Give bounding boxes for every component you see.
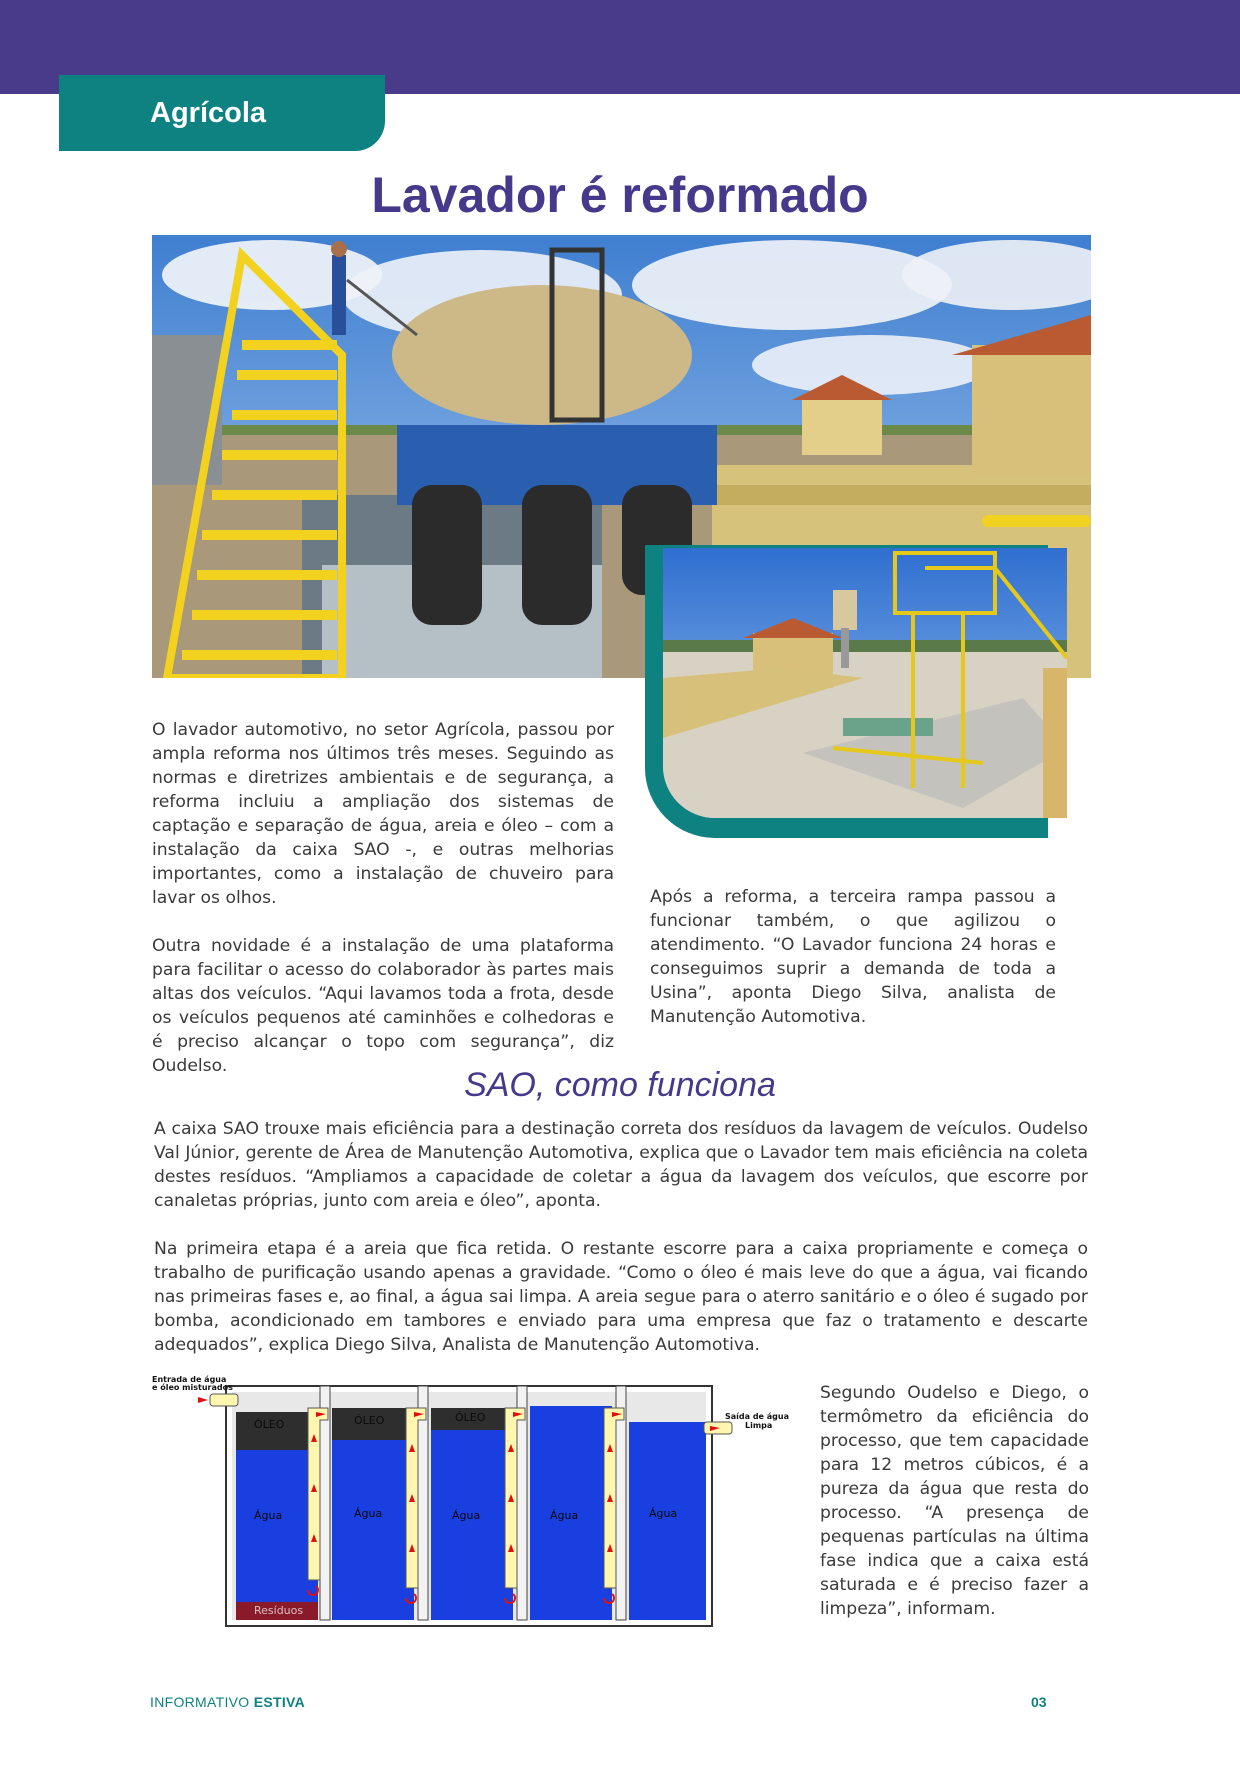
oil-label: ÓLEO [254,1418,285,1431]
section-title: SAO, como funciona [464,1066,776,1104]
section-body [154,1117,1088,1381]
water-label: Água [254,1509,283,1522]
oil-label: ÓLEO [455,1411,486,1424]
side-text [820,1381,1089,1645]
paragraph: A caixa SAO trouxe mais eficiência para a destinação correta dos resíduos da lavagem de veículos. Oudelso Val Júnior, gerente de Área de Manutenção Automotiva, explica que o Lavador tem mais eficiência na coleta destes resíduos. “Ampliamos a capacidade de coletar a água da lavagem dos veículos, que escorre por canaletas próprias, junto com areia e óleo”, aponta. [154,1119,1088,1211]
water-label: Água [354,1507,383,1520]
water-label: Água [550,1509,579,1522]
article-title: Lavador é reformado [371,167,869,223]
article-column-left [152,718,614,1102]
oil-label: ÓLEO [354,1414,385,1427]
brand-bold: ESTIVA [253,1694,306,1710]
outlet-label: Saída de água [725,1412,789,1421]
section-tag: Agrícola [59,75,385,151]
paragraph: O lavador automotivo, no setor Agrícola, passou por ampla reforma nos últimos três meses. Seguindo as normas e diretrizes ambientais e de segurança, a reforma incluiu a ampliação dos sistemas de captação e separação de água, areia e óleo – com a instalação da caixa SAO -, e outras melhorias importantes, como a instalação de chuveiro para lavar os olhos. [152,720,614,908]
residue-label: Resíduos [254,1604,304,1617]
article-column-right [650,885,1056,1053]
outlet-label: Limpa [745,1421,773,1430]
paragraph: Outra novidade é a instalação de uma plataforma para facilitar o acesso do colaborador às partes mais altas dos veículos. “Aqui lavamos toda a frota, desde os veículos pequenos até caminhões e colhedoras e é preciso alcançar o topo com segurança”, diz Oudelso. [152,936,614,1076]
inlet-label: e óleo misturados [152,1383,233,1392]
footer-brand [150,1694,305,1710]
paragraph: Na primeira etapa é a areia que fica retida. O restante escorre para a caixa propriamente e começa o trabalho de purificação usando apenas a gravidade. “Como o óleo é mais leve do que a água, vai ficando nas primeiras fases e, ao final, a água sai limpa. A areia segue para o aterro sanitário e o óleo é sugado por bomba, acondicionado em tambores e enviado para uma empresa que faz o tratamento e descarte adequados”, explica Diego Silva, Analista de Manutenção Automotiva. [154,1239,1088,1355]
paragraph: Segundo Oudelso e Diego, o termômetro da eficiência do processo, que tem capacidade para 12 metros cúbicos, é a pureza da água que resta do processo. “A presença de pequenas partículas na última fase indica que a caixa está saturada e é preciso fazer a limpeza”, informam. [820,1383,1089,1619]
paragraph: Após a reforma, a terceira rampa passou a funcionar também, o que agilizou o atendimento. “O Lavador funciona 24 horas e conseguimos suprir a demanda de toda a Usina”, aponta Diego Silva, analista de Manutenção Automotiva. [650,887,1056,1027]
page-number: 03 [1031,1694,1047,1710]
inlet-label: Entrada de água [152,1375,227,1384]
sao-diagram [150,1372,790,1644]
water-label: Água [452,1509,481,1522]
brand-light: INFORMATIVO [150,1694,250,1710]
inset-photo-platform [663,548,1067,818]
water-label: Água [649,1507,678,1520]
